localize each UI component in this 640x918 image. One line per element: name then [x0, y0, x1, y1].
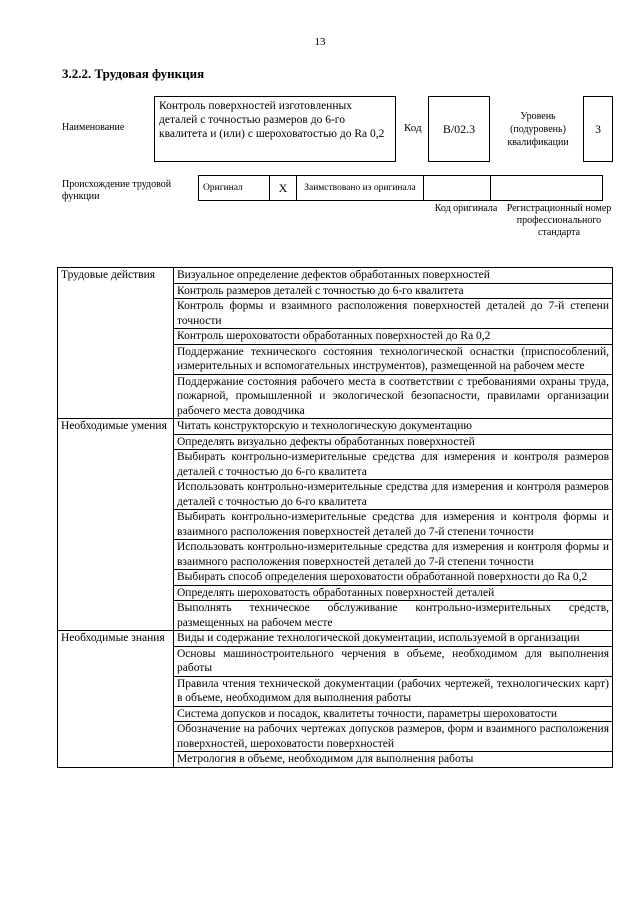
item-cell: Определять шероховатость обработанных поверхностей деталей	[174, 585, 613, 601]
item-cell: Определять визуально дефекты обработанных поверхностей	[174, 434, 613, 450]
item-cell: Выбирать контрольно-измерительные средства для измерения и контроля формы и взаимного расположения поверхностей деталей до 7-й степени точности	[174, 510, 613, 540]
item-cell: Поддержание технического состояния технологической оснастки (приспособлений, измерительных и вспомогательных инструментов), размещенной на рабочем месте	[174, 344, 613, 374]
item-cell: Метрология в объеме, необходимом для выполнения работы	[174, 752, 613, 768]
table-row	[58, 268, 613, 284]
borrowed-label-cell: Заимствовано из оригинала	[297, 176, 424, 201]
page-number: 13	[314, 36, 326, 48]
item-cell: Основы машиностроительного черчения в объеме, необходимом для выполнения работы	[174, 646, 613, 676]
original-label-cell: Оригинал	[199, 176, 270, 201]
item-cell: Выполнять техническое обслуживание контрольно-измерительных средств, размещенных на рабочем месте	[174, 601, 613, 631]
reg-number-cell	[491, 176, 603, 201]
item-cell: Читать конструкторскую и технологическую документацию	[174, 419, 613, 435]
table-row	[58, 419, 613, 435]
item-cell: Контроль шероховатости обработанных поверхностей до Ra 0,2	[174, 329, 613, 345]
item-cell: Обозначение на рабочих чертежах допусков размеров, форм и взаимного расположения поверхностей, шероховатости поверхностей	[174, 722, 613, 752]
item-cell: Визуальное определение дефектов обработанных поверхностей	[174, 268, 613, 284]
code-caption: Код оригинала	[434, 203, 498, 214]
item-cell: Правила чтения технической документации (рабочих чертежей, технологических карт) в объеме, необходимом для выполнения работы	[174, 676, 613, 706]
reg-caption: Регистрационный номер профессионального стандарта	[506, 203, 612, 238]
origin-label: Происхождение трудовой функции	[62, 179, 172, 202]
origin-table	[198, 175, 603, 201]
category-cell: Трудовые действия	[58, 268, 174, 419]
item-cell: Контроль размеров деталей с точностью до 6-го квалитета	[174, 283, 613, 299]
section-title: 3.2.2. Трудовая функция	[62, 66, 205, 81]
code-value-box: B/02.3	[428, 96, 490, 162]
item-cell: Поддержание состояния рабочего места в соответствии с требованиями охраны труда, пожарной, промышленной и экологической безопасности, правилами организации рабочего места доводчика	[174, 374, 613, 419]
category-cell: Необходимые знания	[58, 631, 174, 768]
item-cell: Контроль формы и взаимного расположения поверхностей деталей до 7-й степени точности	[174, 299, 613, 329]
item-cell: Система допусков и посадок, квалитеты точности, параметры шероховатости	[174, 706, 613, 722]
table-row	[58, 631, 613, 647]
name-label: Наименование	[62, 122, 125, 133]
borrowed-code-cell	[424, 176, 491, 201]
item-cell: Выбирать контрольно-измерительные средства для измерения и контроля размеров деталей с точностью до 6-го квалитета	[174, 450, 613, 480]
level-label: Уровень (подуровень) квалификации	[507, 111, 569, 148]
original-mark-cell: X	[270, 176, 297, 201]
item-cell: Использовать контрольно-измерительные средства для измерения и контроля формы и взаимного расположения поверхностей деталей до 7-й степени точности	[174, 540, 613, 570]
level-value-box: 3	[583, 96, 613, 162]
code-label: Код	[404, 122, 422, 134]
item-cell: Использовать контрольно-измерительные средства для измерения и контроля размеров деталей с точностью до 6-го квалитета	[174, 480, 613, 510]
item-cell: Выбирать способ определения шероховатости обработанной поверхности до Ra 0,2	[174, 570, 613, 586]
item-cell: Виды и содержание технологической документации, используемой в организации	[174, 631, 613, 647]
competency-table	[57, 267, 613, 768]
function-name-box: Контроль поверхностей изготовленных деталей с точностью размеров до 6-го квалитета и (или) с шероховатостью до Ra 0,2	[154, 96, 396, 162]
category-cell: Необходимые умения	[58, 419, 174, 631]
